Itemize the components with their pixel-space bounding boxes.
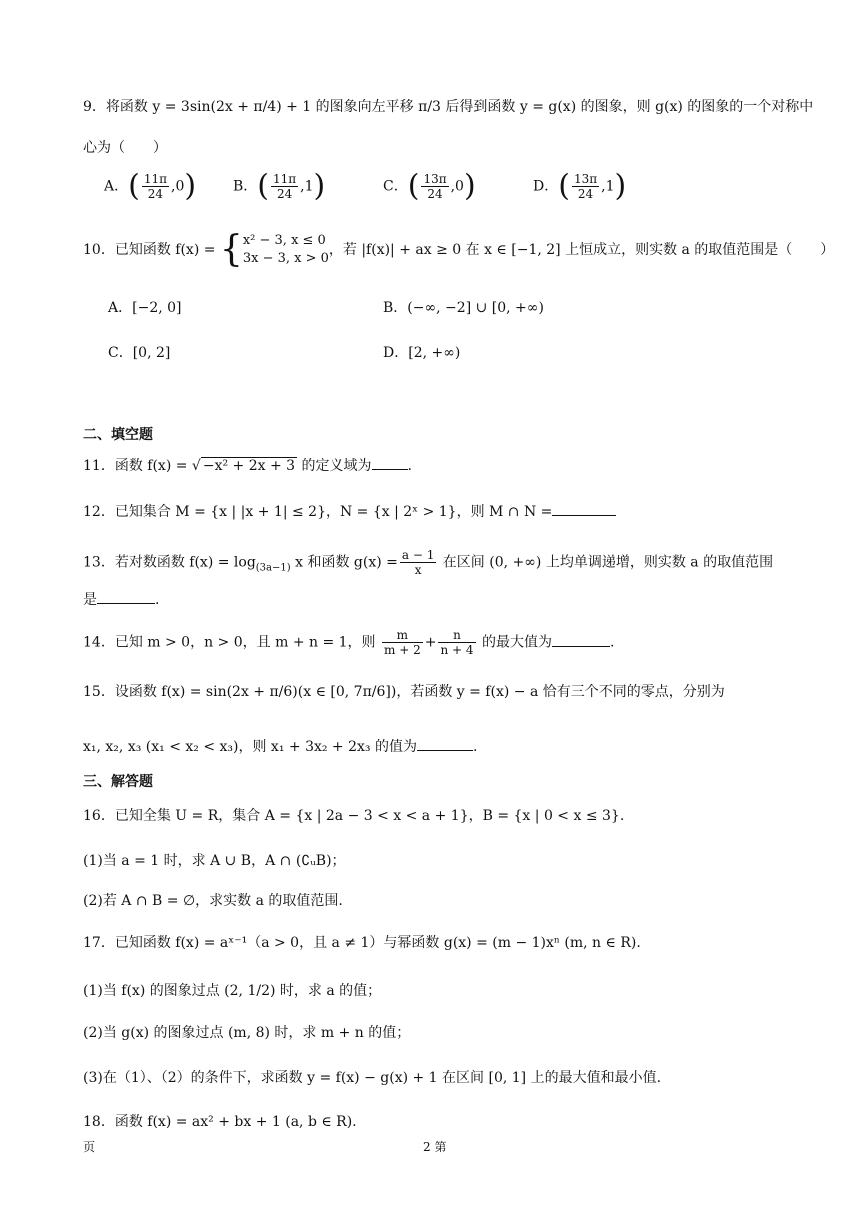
section-heading-fill-in: 二、填空题 bbox=[83, 427, 153, 443]
question-9 bbox=[83, 97, 813, 117]
option-d: D．[2, +∞) bbox=[383, 345, 461, 361]
option-label: B． bbox=[233, 178, 258, 195]
question-number: 10． bbox=[83, 242, 115, 258]
fraction: $\frac{a - 1}{x}$ bbox=[401, 548, 435, 577]
option-text: (−∞, −2] ∪ [0, +∞) bbox=[407, 300, 544, 316]
option-b: B．( $\frac{11\pi}{24}$ ,1) bbox=[233, 168, 326, 204]
option-value: 0 bbox=[455, 178, 464, 195]
option-a: A．( $\frac{11\pi}{24}$ ,0) bbox=[104, 168, 197, 204]
question-17-part-1: (1)当 f(x) 的图象过点 (2, 1/2) 时，求 a 的值； bbox=[83, 983, 382, 999]
option-text: [−2, 0] bbox=[132, 300, 182, 316]
answer-blank bbox=[97, 591, 155, 604]
option-text: [2, +∞) bbox=[408, 345, 461, 361]
answer-blank bbox=[552, 634, 610, 647]
question-10-lead: 已知函数 f(x) = bbox=[114, 242, 216, 258]
radicand: −x² + 2x + 3 bbox=[202, 458, 296, 474]
piecewise-function: { x² − 3, x ≤ 0 3x − 3, x > 0 bbox=[219, 229, 329, 270]
option-c: C．( $\frac{13\pi}{24}$ ,0) bbox=[383, 168, 476, 204]
question-13: 13．若对数函数 $f(x) = \log_{(3a-1)} x$ 和函数 g(x) = $\frac{a - 1}{x}$ 在区间 (0, +∞) 上均单调递增，则实数 a 的取值范围 bbox=[83, 548, 774, 577]
answer-blank bbox=[372, 457, 408, 470]
option-value: 1 bbox=[304, 178, 314, 195]
question-11: 11．函数 f(x) = √ −x² + 2x + 3 的定义域为 . bbox=[83, 458, 412, 474]
answer-blank bbox=[552, 503, 616, 516]
fraction-2: $\frac{n}{n + 4}$ bbox=[440, 628, 474, 657]
option-text: [0, 2] bbox=[132, 345, 171, 361]
option-fraction: $\frac{13\pi}{24}$ bbox=[573, 172, 598, 201]
page-number: 2 第 bbox=[423, 1140, 447, 1154]
question-10 bbox=[83, 229, 835, 270]
option-fraction: $\frac{11\pi}{24}$ bbox=[273, 172, 297, 201]
question-18: 18．函数 f(x) = ax² + bx + 1 (a, b ∈ R). bbox=[83, 1114, 357, 1130]
option-fraction: $\frac{11\pi}{24}$ bbox=[143, 172, 167, 201]
question-12: 12．已知集合 M = {x | |x + 1| ≤ 2}，N = {x | 2ˣ > 1}，则 M ∩ N = bbox=[83, 502, 616, 522]
log-base: (3a−1) bbox=[255, 562, 291, 574]
option-b: B．(−∞, −2] ∪ [0, +∞) bbox=[383, 300, 544, 316]
question-number: 9． bbox=[83, 99, 106, 115]
option-c: C．[0, 2] bbox=[108, 345, 171, 361]
question-10-condition: ，若 |f(x)| + ax ≥ 0 在 x ∈ [−1, 2] 上恒成立，则实数 a 的取值范围是（ ） bbox=[328, 242, 835, 258]
section-heading-solutions: 三、解答题 bbox=[83, 774, 153, 790]
question-16-part-1: (1)当 a = 1 时，求 A ∪ B，A ∩ (∁ᵤB)； bbox=[83, 853, 346, 869]
option-a: A．[−2, 0] bbox=[108, 300, 182, 316]
question-17-part-2: (2)当 g(x) 的图象过点 (m, 8) 时，求 m + n 的值； bbox=[83, 1025, 411, 1041]
question-9-continuation: 心为（ ） bbox=[83, 140, 167, 156]
option-fraction: $\frac{13\pi}{24}$ bbox=[423, 172, 447, 201]
piecewise-case-2: 3x − 3, x > 0 bbox=[242, 251, 329, 266]
option-d: D．( $\frac{13\pi}{24}$ ,1) bbox=[533, 168, 627, 204]
question-17: 17．已知函数 f(x) = aˣ⁻¹（a > 0，且 a ≠ 1）与幂函数 g(x) = (m − 1)xⁿ (m, n ∈ R). bbox=[83, 935, 641, 951]
option-label: C． bbox=[383, 178, 408, 195]
question-15: 15．设函数 f(x) = sin(2x + π/6)(x ∈ [0, 7π/6])，若函数 y = f(x) − a 恰有三个不同的零点，分别为 bbox=[83, 684, 725, 700]
answer-blank bbox=[417, 738, 473, 751]
question-16: 16．已知全集 U = R，集合 A = {x | 2a − 3 < x < a + 1}，B = {x | 0 < x ≤ 3}. bbox=[83, 808, 625, 824]
option-value: 1 bbox=[605, 178, 615, 195]
option-label: D． bbox=[533, 178, 559, 195]
question-15-continuation: x₁, x₂, x₃ (x₁ < x₂ < x₃)，则 x₁ + 3x₂ + 2x₃ 的值为 . bbox=[83, 739, 478, 755]
piecewise-case-1: x² − 3, x ≤ 0 bbox=[242, 233, 326, 248]
question-13-continuation: 是 . bbox=[83, 592, 160, 608]
fraction-1: $\frac{m}{m + 2}$ bbox=[384, 628, 421, 657]
question-16-part-2: (2)若 A ∩ B = ∅，求实数 a 的取值范围. bbox=[83, 893, 343, 909]
option-label: A． bbox=[104, 178, 129, 195]
option-value: 0 bbox=[175, 178, 185, 195]
footer-left: 页 bbox=[83, 1140, 96, 1154]
question-9-text: 将函数 y = 3sin(2x + π/4) + 1 的图象向左平移 π/3 后得到函数 y = g(x) 的图象，则 g(x) 的图象的一个对称中 bbox=[105, 99, 814, 115]
question-14: 14．已知 m > 0，n > 0，且 m + n = 1，则 $\frac{m}{m + 2}$ + $\frac{n}{n + 4}$ 的最大值为 . bbox=[83, 628, 615, 657]
question-17-part-3: (3)在（1）、（2）的条件下，求函数 y = f(x) − g(x) + 1 在区间 [0, 1] 上的最大值和最小值. bbox=[83, 1070, 662, 1086]
